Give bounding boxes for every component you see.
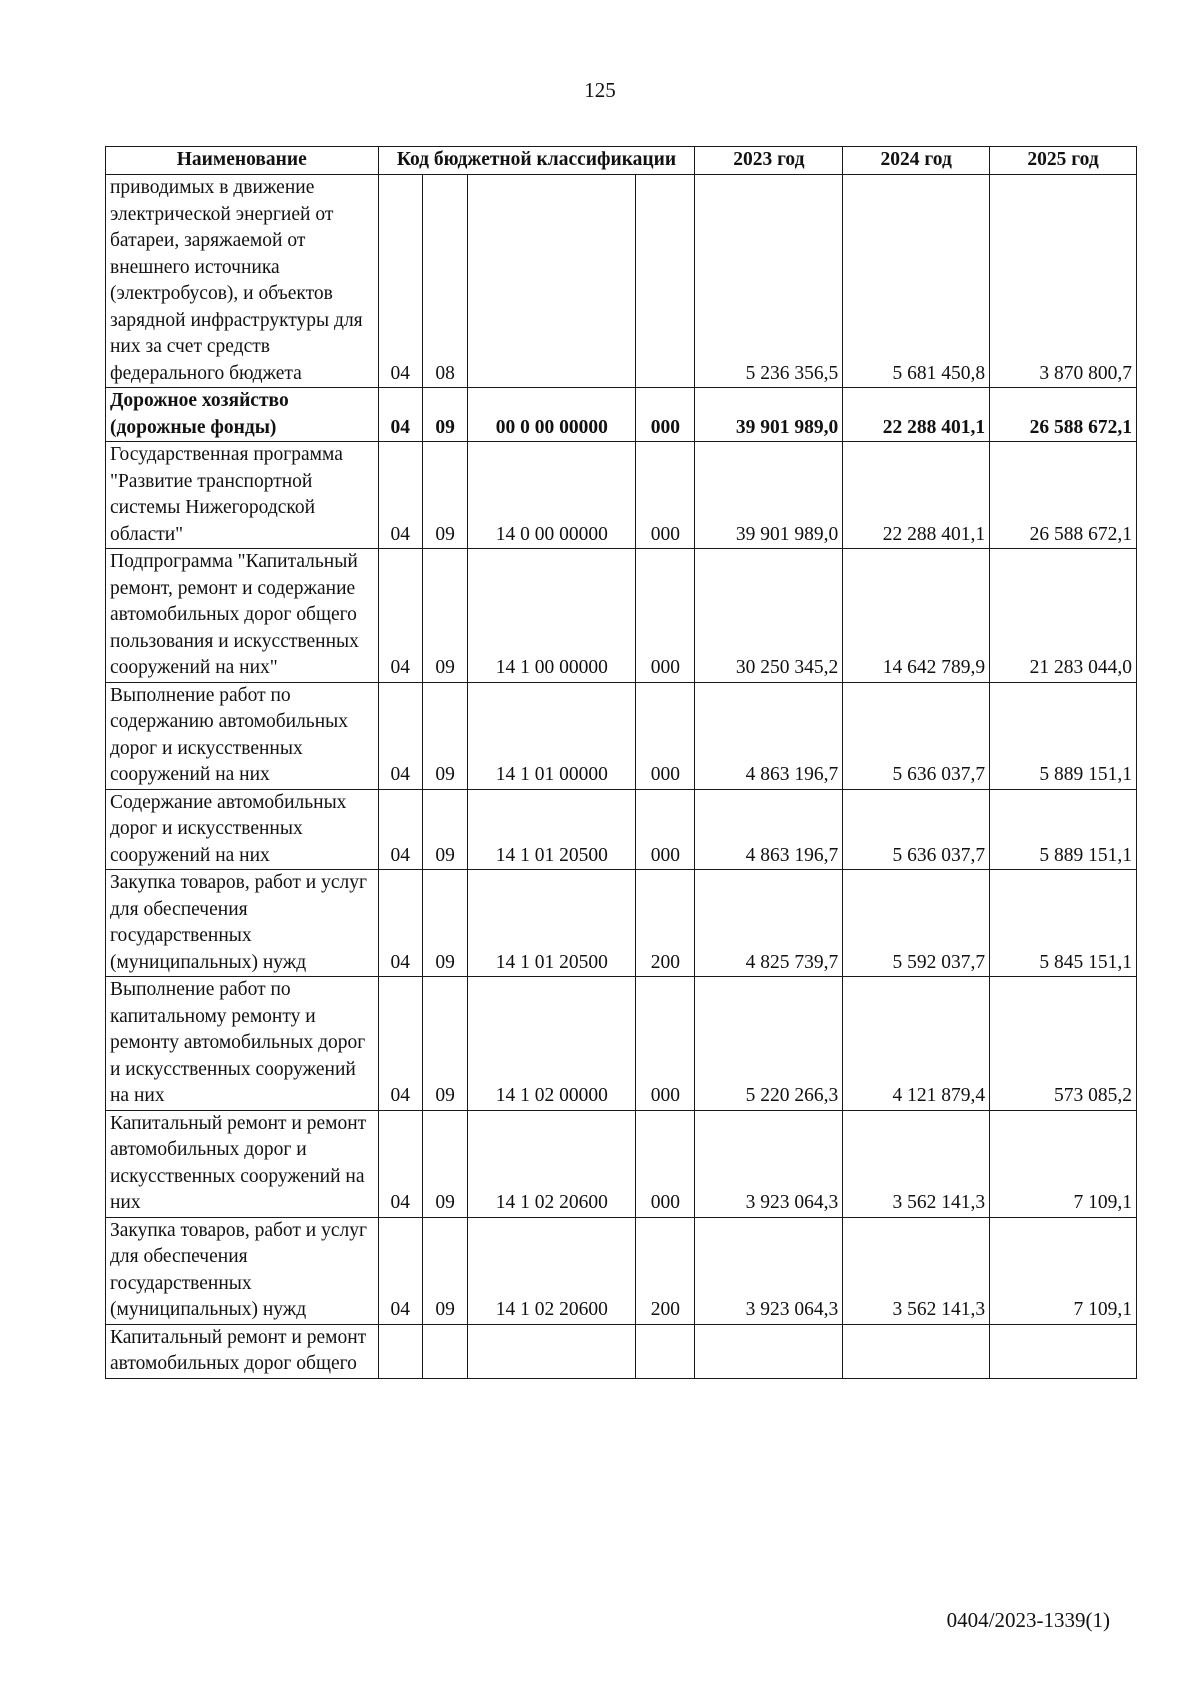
cell-2025: 26 588 672,1 (990, 388, 1137, 442)
cell-subsection: 09 (422, 549, 467, 683)
table-header-row (106, 147, 1137, 175)
cell-2024: 3 562 141,3 (843, 1217, 990, 1324)
cell-subsection: 09 (422, 1110, 467, 1217)
cell-name: Содержание автомобильных дорог и искусственных сооружений на них (106, 789, 379, 870)
cell-target-article (468, 1324, 636, 1378)
cell-target-article: 14 1 01 00000 (468, 682, 636, 789)
cell-expense-type: 000 (636, 549, 695, 683)
cell-subsection (422, 1324, 467, 1378)
cell-expense-type: 000 (636, 442, 695, 549)
cell-name: Капитальный ремонт и ремонт автомобильных дорог и искусственных сооружений на них (106, 1110, 379, 1217)
cell-2025: 5 889 151,1 (990, 682, 1137, 789)
cell-2025: 5 889 151,1 (990, 789, 1137, 870)
cell-2025: 26 588 672,1 (990, 442, 1137, 549)
cell-subsection: 09 (422, 1217, 467, 1324)
page-number: 125 (584, 78, 616, 102)
cell-target-article: 14 1 01 20500 (468, 870, 636, 977)
cell-name: приводимых в движение электрической энергией от батареи, заряжаемой от внешнего источника (электробусов), и объектов зарядной инфраструктуры для них за счет средств федерального бюджета (106, 175, 379, 388)
table-row (106, 175, 1137, 388)
cell-2025: 5 845 151,1 (990, 870, 1137, 977)
cell-section: 04 (378, 1110, 422, 1217)
cell-subsection: 09 (422, 870, 467, 977)
cell-2025: 7 109,1 (990, 1110, 1137, 1217)
cell-expense-type: 000 (636, 1110, 695, 1217)
cell-2025 (990, 1324, 1137, 1378)
table-row (106, 789, 1137, 870)
cell-2023: 39 901 989,0 (695, 442, 843, 549)
cell-target-article: 14 0 00 00000 (468, 442, 636, 549)
cell-2023: 3 923 064,3 (695, 1217, 843, 1324)
cell-expense-type: 000 (636, 388, 695, 442)
cell-target-article: 14 1 00 00000 (468, 549, 636, 683)
table-row (106, 549, 1137, 683)
table-body (106, 175, 1137, 1379)
cell-section: 04 (378, 977, 422, 1111)
cell-target-article: 14 1 02 00000 (468, 977, 636, 1111)
cell-section: 04 (378, 682, 422, 789)
cell-target-article: 00 0 00 00000 (468, 388, 636, 442)
cell-target-article: 14 1 02 20600 (468, 1110, 636, 1217)
cell-2023: 39 901 989,0 (695, 388, 843, 442)
header-2025: 2025 год (990, 147, 1137, 175)
cell-name: Выполнение работ по содержанию автомобильных дорог и искусственных сооружений на них (106, 682, 379, 789)
cell-2025: 21 283 044,0 (990, 549, 1137, 683)
table-row (106, 1324, 1137, 1378)
cell-section: 04 (378, 870, 422, 977)
cell-name: Закупка товаров, работ и услуг для обеспечения государственных (муниципальных) нужд (106, 870, 379, 977)
cell-subsection: 09 (422, 789, 467, 870)
cell-2023: 4 863 196,7 (695, 789, 843, 870)
cell-section: 04 (378, 442, 422, 549)
cell-name: Дорожное хозяйство (дорожные фонды) (106, 388, 379, 442)
cell-section: 04 (378, 388, 422, 442)
cell-name: Выполнение работ по капитальному ремонту и ремонту автомобильных дорог и искусственных сооружений на них (106, 977, 379, 1111)
budget-table (105, 146, 1137, 1379)
cell-section: 04 (378, 175, 422, 388)
cell-target-article (468, 175, 636, 388)
table-row (106, 1110, 1137, 1217)
cell-target-article: 14 1 02 20600 (468, 1217, 636, 1324)
cell-2023: 5 236 356,5 (695, 175, 843, 388)
cell-2023: 3 923 064,3 (695, 1110, 843, 1217)
cell-name: Капитальный ремонт и ремонт автомобильных дорог общего (106, 1324, 379, 1378)
table-row (106, 442, 1137, 549)
cell-expense-type (636, 1324, 695, 1378)
cell-expense-type: 200 (636, 1217, 695, 1324)
cell-section: 04 (378, 549, 422, 683)
cell-2023: 4 825 739,7 (695, 870, 843, 977)
cell-name: Подпрограмма "Капитальный ремонт, ремонт и содержание автомобильных дорог общего пользования и искусственных сооружений на них" (106, 549, 379, 683)
cell-2025: 3 870 800,7 (990, 175, 1137, 388)
cell-2024: 5 681 450,8 (843, 175, 990, 388)
cell-target-article: 14 1 01 20500 (468, 789, 636, 870)
cell-2024: 22 288 401,1 (843, 388, 990, 442)
cell-2024 (843, 1324, 990, 1378)
cell-expense-type: 000 (636, 682, 695, 789)
cell-2024: 5 592 037,7 (843, 870, 990, 977)
cell-2023: 5 220 266,3 (695, 977, 843, 1111)
table-row (106, 1217, 1137, 1324)
table-row (106, 977, 1137, 1111)
cell-expense-type (636, 175, 695, 388)
cell-2025: 7 109,1 (990, 1217, 1137, 1324)
cell-name: Государственная программа "Развитие транспортной системы Нижегородской области" (106, 442, 379, 549)
table-row (106, 388, 1137, 442)
cell-2024: 3 562 141,3 (843, 1110, 990, 1217)
cell-expense-type: 000 (636, 977, 695, 1111)
cell-section: 04 (378, 789, 422, 870)
header-code: Код бюджетной классификации (378, 147, 695, 175)
header-name: Наименование (106, 147, 379, 175)
table-row (106, 682, 1137, 789)
cell-subsection: 09 (422, 977, 467, 1111)
cell-subsection: 08 (422, 175, 467, 388)
cell-2024: 5 636 037,7 (843, 789, 990, 870)
cell-section (378, 1324, 422, 1378)
header-2023: 2023 год (695, 147, 843, 175)
cell-expense-type: 200 (636, 870, 695, 977)
cell-subsection: 09 (422, 388, 467, 442)
table-row (106, 870, 1137, 977)
cell-2024: 4 121 879,4 (843, 977, 990, 1111)
cell-2024: 5 636 037,7 (843, 682, 990, 789)
cell-subsection: 09 (422, 682, 467, 789)
cell-section: 04 (378, 1217, 422, 1324)
document-code: 0404/2023-1339(1) (946, 1608, 1110, 1632)
cell-expense-type: 000 (636, 789, 695, 870)
cell-2023: 30 250 345,2 (695, 549, 843, 683)
cell-2025: 573 085,2 (990, 977, 1137, 1111)
header-2024: 2024 год (843, 147, 990, 175)
cell-subsection: 09 (422, 442, 467, 549)
cell-2023 (695, 1324, 843, 1378)
cell-2024: 22 288 401,1 (843, 442, 990, 549)
cell-2023: 4 863 196,7 (695, 682, 843, 789)
cell-name: Закупка товаров, работ и услуг для обеспечения государственных (муниципальных) нужд (106, 1217, 379, 1324)
cell-2024: 14 642 789,9 (843, 549, 990, 683)
